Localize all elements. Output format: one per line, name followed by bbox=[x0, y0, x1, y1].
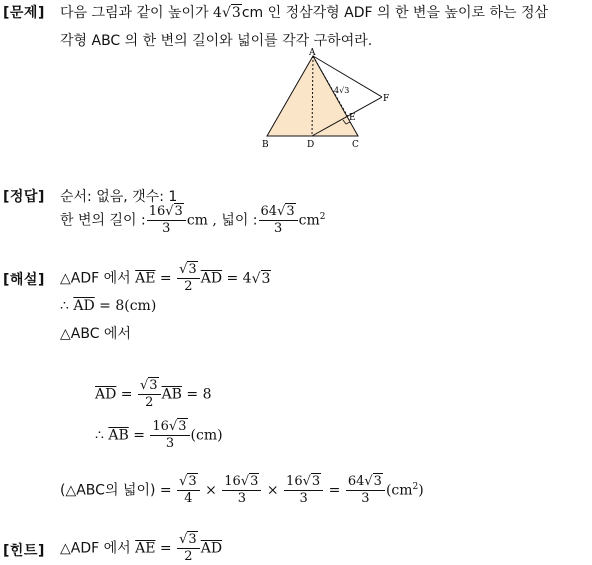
label-c: C bbox=[352, 140, 359, 150]
solution-step-1: △ADF 에서 $\overline{AE}$ = $\frac{√3}{2}$ $\overline{AD} = 4√3$ bbox=[60, 262, 271, 294]
solution-step-5: ∴ $\overline{AB}$ = $\frac{16√3}{3}$ (cm) bbox=[95, 419, 223, 451]
height-label: 4√3 bbox=[334, 86, 350, 95]
solution-step-3: △ABC 에서 bbox=[60, 326, 131, 342]
area-unit: cm bbox=[298, 212, 320, 229]
problem-line-2: 각형 ABC 의 한 변의 길이와 넓이를 각각 구하여라. bbox=[60, 33, 373, 49]
label-f: F bbox=[383, 94, 390, 104]
problem-text: 다음 그림과 같이 높이가 bbox=[60, 5, 214, 21]
problem-text-rest: cm 인 정삼각형 ADF 의 한 변을 높이로 하는 정삼 bbox=[241, 5, 548, 21]
side-result-fraction: $\frac{16√3}{3}$ bbox=[150, 419, 189, 452]
solution-tag: [해설] bbox=[3, 272, 45, 288]
label-d: D bbox=[307, 140, 315, 150]
area-unit-exp: 2 bbox=[319, 211, 326, 222]
frac-16sqrt3-3: $\frac{16√3}{3}$ bbox=[284, 474, 323, 507]
frac-64sqrt3-3: $\frac{64√3}{3}$ bbox=[346, 474, 385, 507]
label-a: A bbox=[309, 48, 316, 58]
side-label: 한 변의 길이 : bbox=[60, 212, 146, 229]
sqrt3-over-2: $\frac{√3}{2}$ bbox=[177, 532, 200, 565]
answer-line-1: 순서: 없음, 갯수: 1 bbox=[60, 189, 178, 205]
solution-step-2: ∴ $\overline{AD} = 8(cm)$ bbox=[60, 298, 157, 314]
side-unit: cm , bbox=[186, 212, 217, 229]
sqrt-symbol: √3 bbox=[221, 5, 241, 21]
sqrt3-over-2: $\frac{√3}{2}$ bbox=[177, 262, 200, 295]
solution-step-6: (△ABC의 넓이) = $\frac{√3}{4}$ × $\frac{16√3}{3}$ × $\frac{16√3}{3}$ = $\frac{64√3}{3}$ $(cm^2)$ bbox=[60, 474, 424, 506]
problem-line-1 bbox=[60, 2, 548, 22]
hint-line: △ADF 에서 $\overline{AE}$ = $\frac{√3}{2}$ $\overline{AD}$ bbox=[60, 532, 223, 564]
answer-line-2 bbox=[60, 204, 326, 237]
triangle-figure bbox=[255, 48, 395, 152]
frac-sqrt3-4: $\frac{√3}{4}$ bbox=[177, 474, 200, 507]
label-b: B bbox=[262, 140, 269, 150]
frac-16sqrt3-3: $\frac{16√3}{3}$ bbox=[222, 474, 261, 507]
area-fraction: $\frac{64√3}{3}$ bbox=[259, 204, 298, 237]
solution-step-4: $\overline{AD}$ = $\frac{√3}{2}$ $\overline{AB} = 8$ bbox=[95, 378, 212, 410]
area-label: 넓이 : bbox=[221, 212, 258, 229]
hint-tag: [힌트] bbox=[3, 543, 45, 559]
side-fraction: $\frac{16√3}{3}$ bbox=[147, 204, 186, 237]
sqrt3-over-2: $\frac{√3}{2}$ bbox=[138, 378, 161, 411]
label-e: E bbox=[349, 113, 356, 123]
answer-tag: [정답] bbox=[3, 189, 45, 205]
height-coef: 4 bbox=[213, 5, 222, 21]
problem-tag: [문제] bbox=[3, 5, 45, 21]
